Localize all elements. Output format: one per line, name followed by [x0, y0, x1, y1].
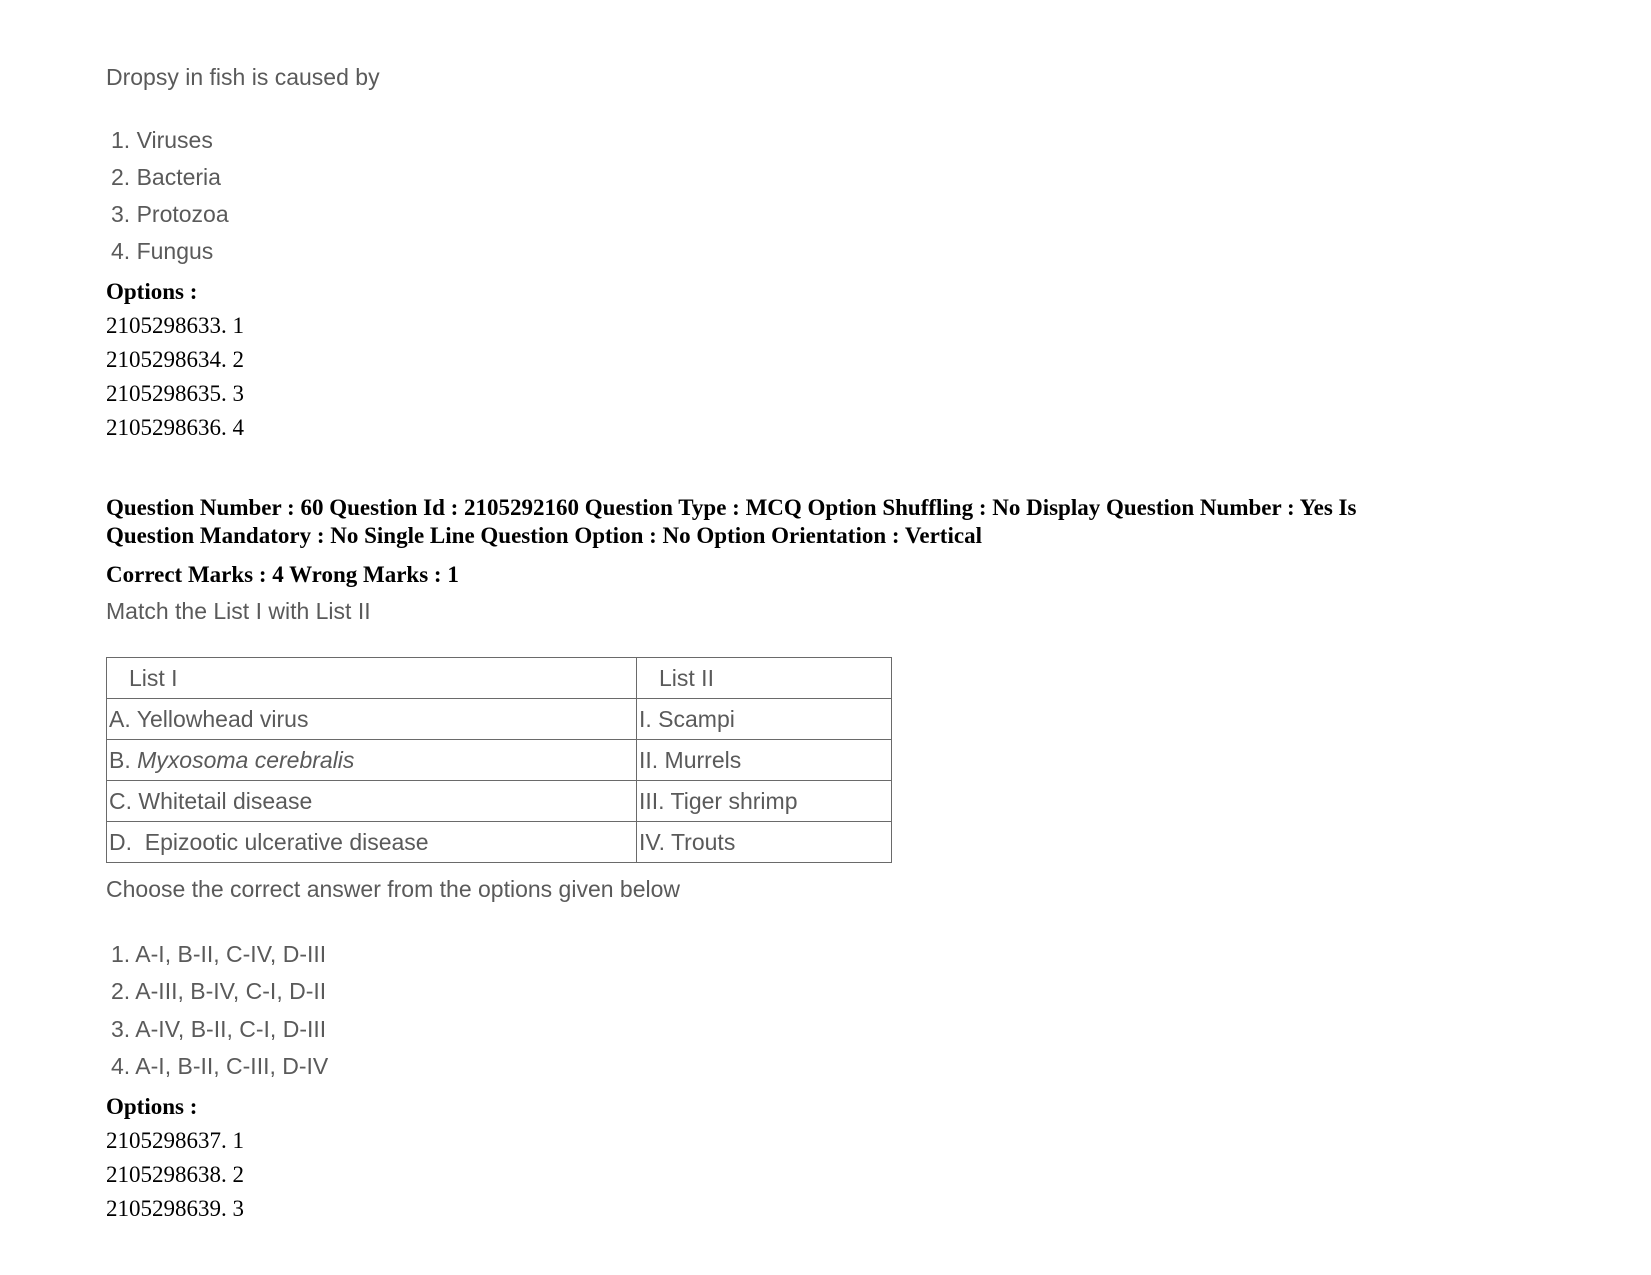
- q60-option-2: 2105298638. 2: [106, 1162, 244, 1187]
- table-row: [107, 822, 892, 863]
- q60-marks: Correct Marks : 4 Wrong Marks : 1: [106, 562, 459, 587]
- q60-choice-1: 1. A-I, B-II, C-IV, D-III: [111, 941, 327, 967]
- q60-instruction: Choose the correct answer from the options given below: [106, 876, 681, 902]
- row-prefix: C.: [109, 787, 139, 814]
- q60-meta: [106, 494, 1506, 550]
- row-text: Whitetail disease: [138, 787, 313, 814]
- row-prefix: B.: [109, 746, 138, 773]
- row-prefix: A.: [109, 705, 137, 732]
- q60-choice-3: 3. A-IV, B-II, C-I, D-III: [111, 1016, 327, 1042]
- q60-stem: Match the List I with List II: [106, 598, 371, 624]
- table-cell-right: I. Scampi: [637, 699, 892, 740]
- q59-stem: Dropsy in fish is caused by: [106, 64, 380, 90]
- q60-options-label: Options :: [106, 1094, 198, 1119]
- q60-option-1: 2105298637. 1: [106, 1128, 244, 1153]
- q60-meta-line-2: Question Mandatory : No Single Line Question Option : No Option Orientation : Vertical: [106, 523, 982, 548]
- q60-choice-2: 2. A-III, B-IV, C-I, D-II: [111, 978, 327, 1004]
- row-text: Yellowhead virus: [136, 705, 309, 732]
- table-row: [107, 740, 892, 781]
- table-cell-left: [107, 781, 637, 822]
- q60-choice-4: 4. A-I, B-II, C-III, D-IV: [111, 1053, 329, 1079]
- q59-choice-4: 4. Fungus: [111, 238, 214, 264]
- table-cell-left: [107, 699, 637, 740]
- table-row: [107, 699, 892, 740]
- table-cell-right: II. Murrels: [637, 740, 892, 781]
- q59-option-4: 2105298636. 4: [106, 415, 244, 440]
- row-text: Myxosoma cerebralis: [137, 746, 355, 773]
- table-cell-left: [107, 740, 637, 781]
- q60-option-3: 2105298639. 3: [106, 1196, 244, 1221]
- table-cell-left: [107, 822, 637, 863]
- q60-meta-line-1: Question Number : 60 Question Id : 2105292160 Question Type : MCQ Option Shuffling : No Display Question Number : Yes Is: [106, 495, 1357, 520]
- table-header-list-2: List II: [637, 658, 892, 699]
- match-table: [106, 657, 892, 863]
- table-header-list-1: List I: [107, 658, 637, 699]
- q59-choice-3: 3. Protozoa: [111, 201, 229, 227]
- q59-choice-1: 1. Viruses: [111, 127, 213, 153]
- q59-choice-2: 2. Bacteria: [111, 164, 221, 190]
- table-cell-right: III. Tiger shrimp: [637, 781, 892, 822]
- q59-option-2: 2105298634. 2: [106, 347, 244, 372]
- table-cell-right: IV. Trouts: [637, 822, 892, 863]
- q59-option-3: 2105298635. 3: [106, 381, 244, 406]
- q59-options-label: Options :: [106, 279, 198, 304]
- table-header-row: [107, 658, 892, 699]
- row-prefix: D.: [109, 828, 145, 855]
- table-row: [107, 781, 892, 822]
- q59-option-1: 2105298633. 1: [106, 313, 244, 338]
- row-text: Epizootic ulcerative disease: [144, 828, 429, 855]
